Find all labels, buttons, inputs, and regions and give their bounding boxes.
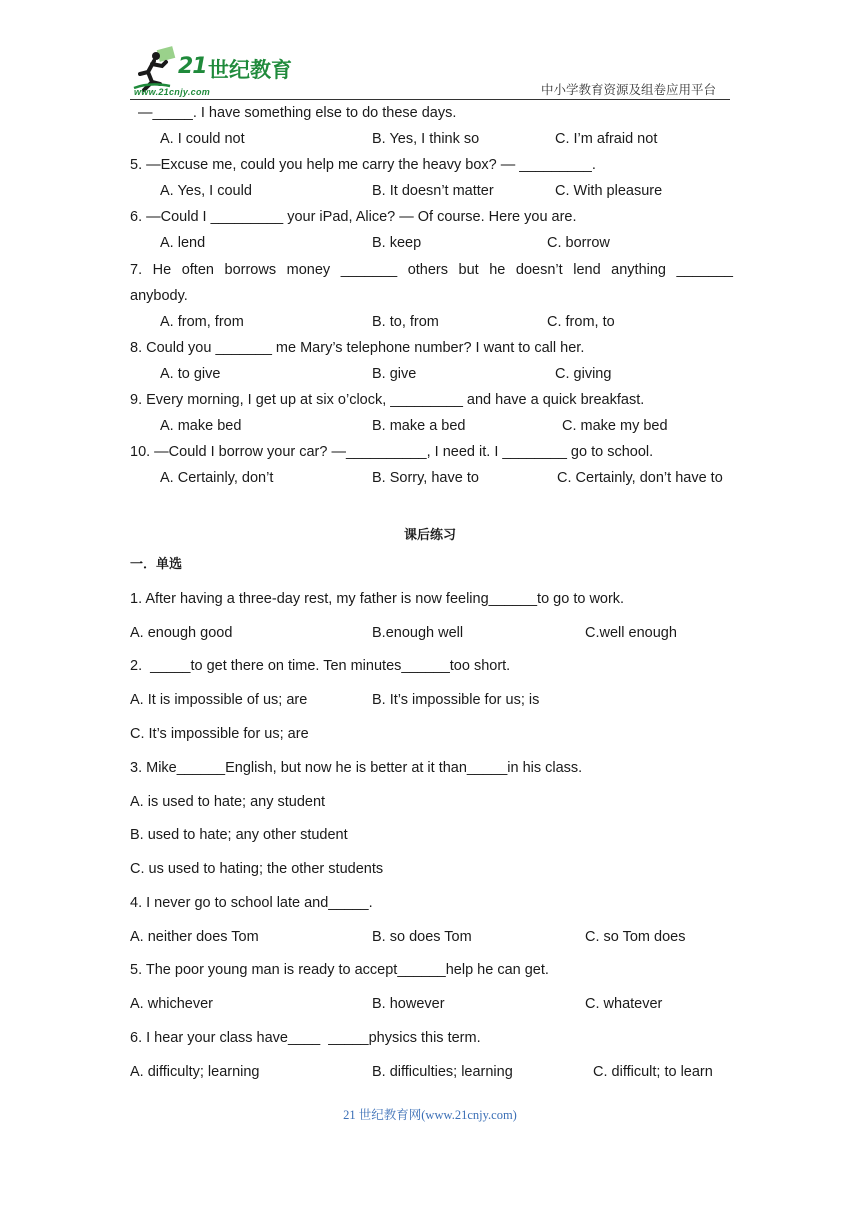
question-stem: 9. Every morning, I get up at six o’clock, _________ and have a quick breakfast. (130, 392, 645, 408)
option-a: A. neither does Tom (130, 929, 259, 945)
option-c: C. I’m afraid not (555, 131, 658, 147)
option-c: C. giving (555, 366, 612, 382)
question-stem: 3. Mike______English, but now he is better at it than_____in his class. (130, 760, 583, 776)
option-c: C. It’s impossible for us; are (130, 726, 309, 742)
question-stem: 5. The poor young man is ready to accept______help he can get. (130, 962, 549, 978)
question-stem-continued: anybody. (130, 288, 188, 304)
option-a: A. I could not (160, 131, 245, 147)
option-b: B.enough well (372, 625, 464, 641)
logo-url: www.21cnjy.com (134, 87, 211, 97)
option-a: A. difficulty; learning (130, 1064, 260, 1080)
section-heading: 一．单选 (130, 557, 183, 572)
option-a: A. It is impossible of us; are (130, 692, 308, 708)
option-b: B. so does Tom (372, 929, 472, 945)
logo-text: 世纪教育 (208, 58, 292, 82)
question-stem: 8. Could you _______ me Mary’s telephone number? I want to call her. (130, 340, 585, 356)
option-c: C. us used to hating; the other students (130, 861, 384, 877)
question-stem: 5. —Excuse me, could you help me carry the heavy box? — _________. (130, 157, 596, 173)
option-b: B. however (372, 996, 445, 1012)
option-c: C. Certainly, don’t have to (557, 470, 723, 486)
question-stem: 10. —Could I borrow your car? —__________, I need it. I ________ go to school. (130, 444, 654, 460)
option-b: B. Yes, I think so (372, 131, 480, 147)
option-c: C. make my bed (562, 418, 668, 434)
option-c: C. whatever (585, 996, 663, 1012)
option-b: B. to, from (372, 314, 439, 330)
question-stem: 7. He often borrows money _______ others but he doesn’t lend anything _______ (130, 262, 733, 278)
site-logo (130, 44, 310, 98)
header-divider (130, 99, 730, 100)
page-header (130, 44, 730, 100)
option-a: A. enough good (130, 625, 233, 641)
section-title: 课后练习 (403, 528, 456, 543)
option-a: A. lend (160, 235, 206, 251)
option-b: B. Sorry, have to (372, 470, 479, 486)
question-stem: 4. I never go to school late and_____. (130, 895, 373, 911)
question-stem: 2. _____to get there on time. Ten minutes______too short. (130, 658, 511, 674)
option-c: C. from, to (547, 314, 615, 330)
option-a: A. from, from (160, 314, 244, 330)
option-c: C. difficult; to learn (593, 1064, 713, 1080)
option-a: A. Yes, I could (160, 183, 252, 199)
option-a: A. Certainly, don’t (160, 470, 274, 486)
question-stem: 1. After having a three-day rest, my father is now feeling______to go to work. (130, 591, 625, 607)
option-a: A. is used to hate; any student (130, 794, 326, 810)
logo-number: 21 (178, 54, 207, 79)
question-stem: 6. —Could I _________ your iPad, Alice? — Of course. Here you are. (130, 209, 577, 225)
option-c: C. so Tom does (585, 929, 686, 945)
question-stem: —_____. I have something else to do these days. (138, 105, 457, 121)
platform-tagline: 中小学教育资源及组卷应用平台 (540, 82, 716, 97)
option-b: B. It’s impossible for us; is (372, 692, 540, 708)
option-b: B. used to hate; any other student (130, 827, 348, 843)
page-footer: 21 世纪教育网(www.21cnjy.com) (343, 1108, 517, 1122)
option-b: B. It doesn’t matter (372, 183, 494, 199)
option-b: B. give (372, 366, 417, 382)
question-stem: 6. I hear your class have____ _____physics this term. (130, 1030, 481, 1046)
option-c: C. borrow (547, 235, 610, 251)
option-b: B. difficulties; learning (372, 1064, 513, 1080)
option-c: C.well enough (585, 625, 677, 641)
option-a: A. to give (160, 366, 221, 382)
option-a: A. make bed (160, 418, 242, 434)
option-c: C. With pleasure (555, 183, 663, 199)
option-a: A. whichever (130, 996, 214, 1012)
option-b: B. make a bed (372, 418, 466, 434)
option-b: B. keep (372, 235, 422, 251)
